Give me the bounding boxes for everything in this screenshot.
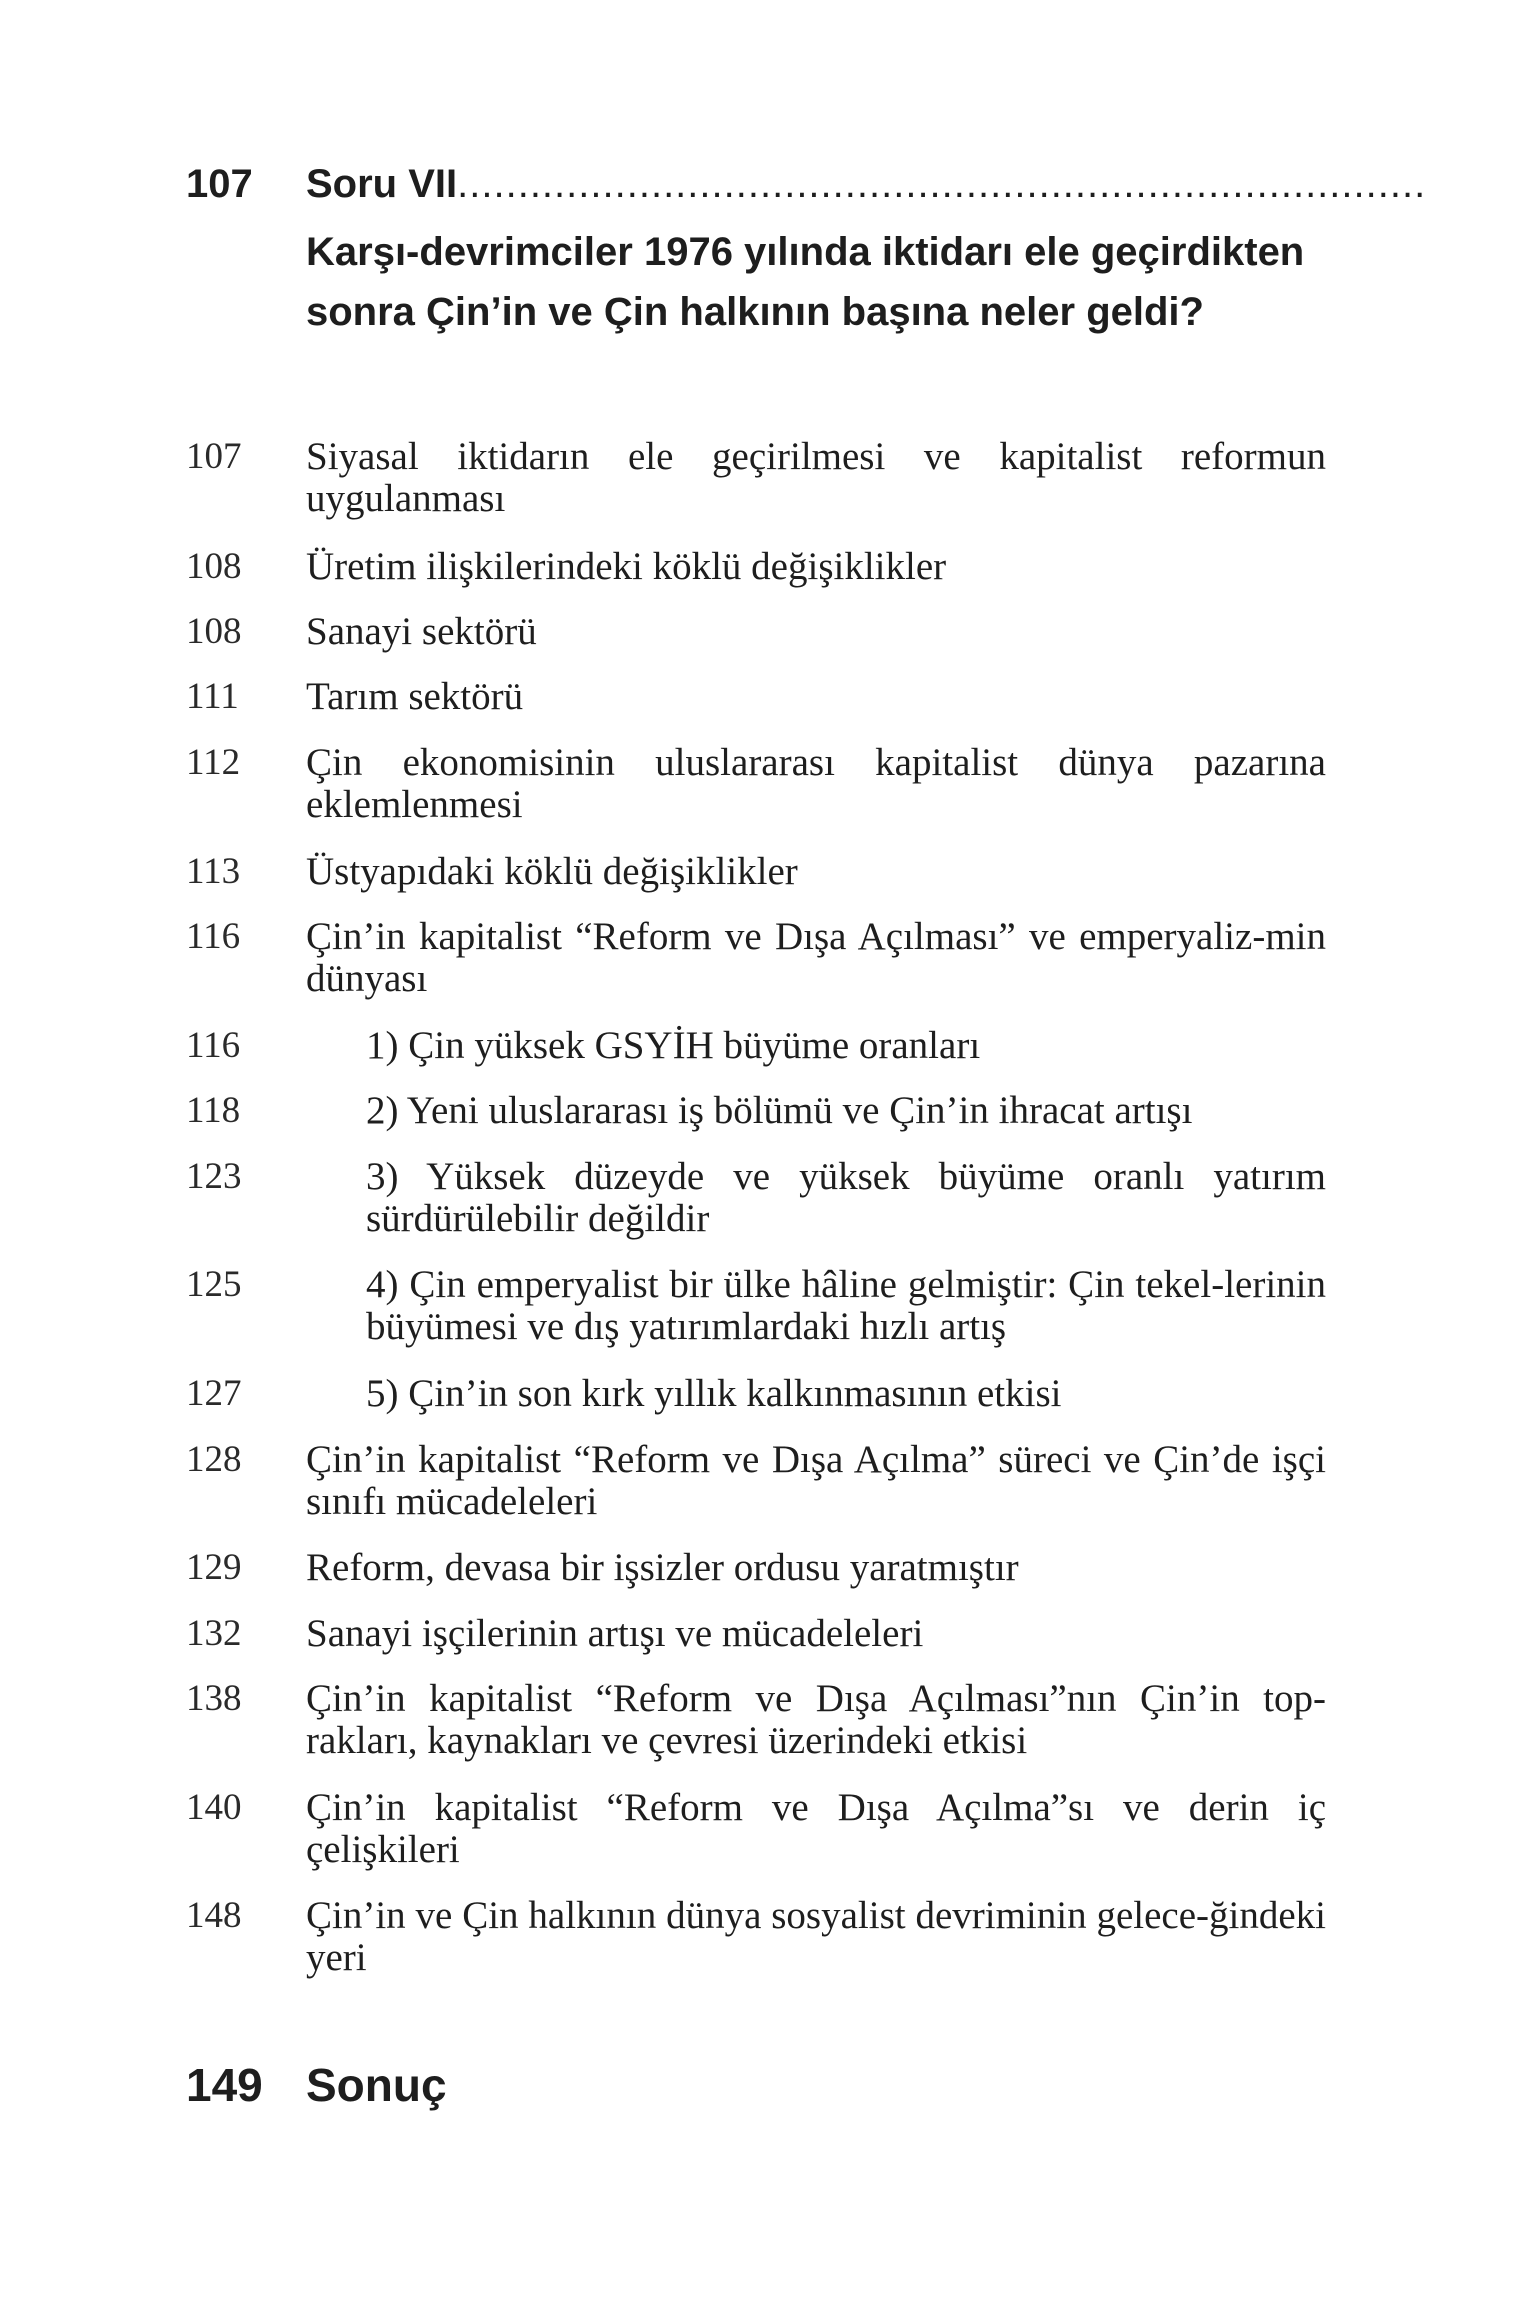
entry-page-number: 125 [186,1264,242,1305]
section-title-text: Soru VII [306,162,458,206]
entry-title: Siyasal iktidarın ele geçirilmesi ve kapitalist reformun uygulanması [306,435,1326,520]
entry-page-number: 132 [186,1613,242,1654]
entry-title: Sanayi işçilerinin artışı ve mücadeleleri [306,1612,924,1655]
entry-title: Çin’in kapitalist “Reform ve Dışa Açılma”sı ve derin iç çelişkileri [306,1786,1326,1871]
conclusion-title: Sonuç [306,2059,447,2111]
entry-title: 1) Çin yüksek GSYİH büyüme oranları [366,1024,981,1067]
entry-title: Tarım sektörü [306,675,524,718]
entry-title: 4) Çin emperyalist bir ülke hâline gelmiştir: Çin tekel-lerinin büyümesi ve dış yatırımlardaki hızlı artış [366,1263,1326,1348]
entry-title: Çin’in kapitalist “Reform ve Dışa Açılması” ve emperyaliz-min dünyası [306,915,1326,1000]
section-question: Karşı-devrimciler 1976 yılında iktidarı ele geçirdikten sonra Çin’in ve Çin halkının başına neler geldi? [306,230,1305,334]
entry-page-number: 128 [186,1439,242,1480]
entry-page-number: 118 [186,1090,241,1131]
entry-title: Üretim ilişkilerindeki köklü değişiklikler [306,545,947,588]
entry-title: 5) Çin’in son kırk yıllık kalkınmasının etkisi [366,1372,1062,1415]
entry-title: Reform, devasa bir işsizler ordusu yaratmıştır [306,1546,1019,1589]
section-title [306,154,1427,214]
entry-title: Çin’in ve Çin halkının dünya sosyalist devriminin gelece-ğindeki yeri [306,1894,1326,1979]
entry-page-number: 108 [186,546,242,587]
entry-page-number: 123 [186,1156,242,1197]
entry-title: Çin’in kapitalist “Reform ve Dışa Açılması”nın Çin’in top-rakları, kaynakları ve çevresi üzerindeki etkisi [306,1677,1326,1762]
entry-title: Sanayi sektörü [306,610,537,653]
section-page-number: 107 [186,162,253,206]
entry-title: Çin ekonomisinin uluslararası kapitalist dünya pazarına eklemlenmesi [306,741,1326,826]
entry-title: 2) Yeni uluslararası iş bölümü ve Çin’in ihracat artışı [366,1089,1193,1132]
entry-page-number: 113 [186,851,241,892]
entry-page-number: 127 [186,1373,242,1414]
entry-page-number: 107 [186,436,242,477]
dot-leader: ................................................................................ [457,162,1427,206]
entry-title: Üstyapıdaki köklü değişiklikler [306,850,798,893]
entry-page-number: 138 [186,1678,242,1719]
entry-title: 3) Yüksek düzeyde ve yüksek büyüme oranlı yatırım sürdürülebilir değildir [366,1155,1326,1240]
conclusion-page-number: 149 [186,2059,263,2111]
entry-page-number: 112 [186,742,241,783]
entry-page-number: 129 [186,1547,242,1588]
entry-page-number: 116 [186,1025,241,1066]
entry-page-number: 116 [186,916,241,957]
entry-page-number: 148 [186,1895,242,1936]
entry-page-number: 111 [186,676,239,717]
entry-page-number: 108 [186,611,242,652]
entry-title: Çin’in kapitalist “Reform ve Dışa Açılma” süreci ve Çin’de işçi sınıfı mücadeleleri [306,1438,1326,1523]
entry-page-number: 140 [186,1787,242,1828]
